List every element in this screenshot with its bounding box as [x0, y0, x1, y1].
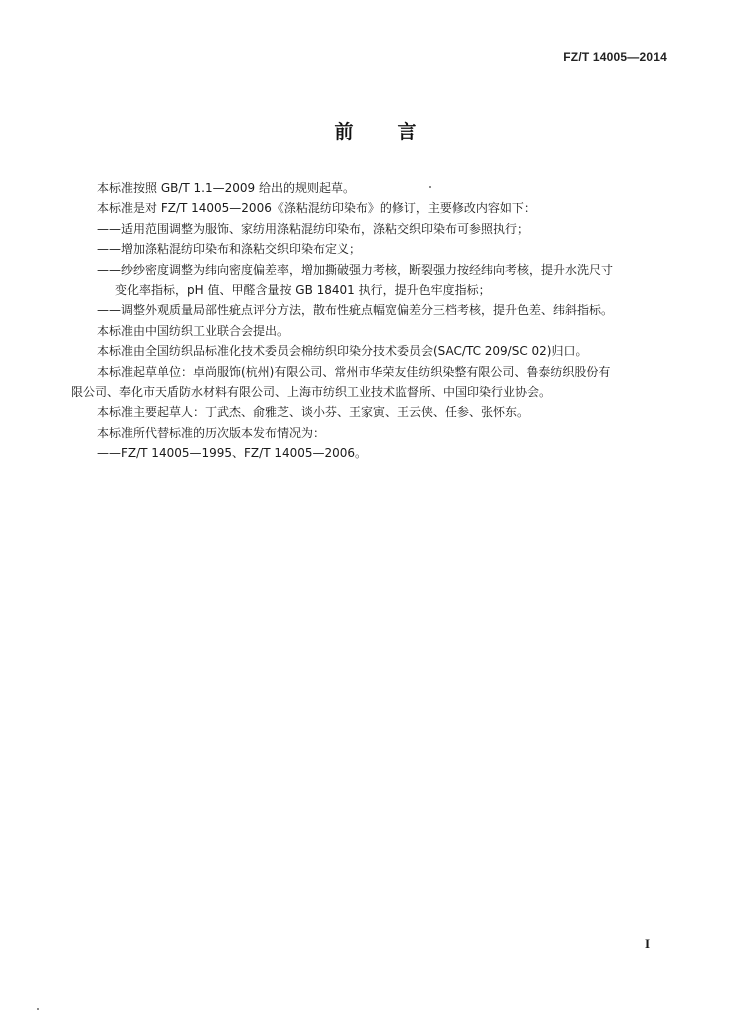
scan-speck: [429, 186, 431, 188]
paragraph-line: 本标准起草单位：卓尚服饰(杭州)有限公司、常州市华荣友佳纺织染整有限公司、鲁泰纺织股份有: [97, 364, 611, 379]
paragraph-line: ——FZ/T 14005—1995、FZ/T 14005—2006。: [97, 446, 368, 461]
paragraph-line: 本标准所代替标准的历次版本发布情况为：: [97, 425, 326, 440]
title-char-2: 言: [397, 121, 417, 143]
foreword-body: [71, 178, 671, 464]
paragraph-line: 本标准是对 FZ/T 14005—2006《涤粘混纺印染布》的修订，主要修改内容如下：: [97, 201, 536, 216]
paragraph-line: 限公司、奉化市天盾防水材料有限公司、上海市纺织工业技术监督所、中国印染行业协会。: [71, 385, 552, 400]
paragraph-line: 本标准由全国纺织品标准化技术委员会棉纺织印染分技术委员会(SAC/TC 209/SC 02)归口。: [97, 344, 588, 359]
paragraph-line: 本标准按照 GB/T 1.1—2009 给出的规则起草。: [97, 181, 355, 195]
standard-code: FZ/T 14005—2014: [563, 50, 667, 64]
paragraph-line: 本标准主要起草人：丁武杰、俞雅芝、谈小芬、王家寅、王云侠、任参、张怀东。: [97, 405, 530, 420]
paragraph-line: ——增加涤粘混纺印染布和涤粘交织印染布定义；: [97, 242, 362, 257]
paragraph-line: ——调整外观质量局部性疵点评分方法，散布性疵点幅宽偏差分三档考核，提升色差、纬斜指标。: [97, 303, 614, 318]
paragraph-line: ——适用范围调整为服饰、家纺用涤粘混纺印染布，涤粘交织印染布可参照执行；: [97, 221, 530, 236]
paragraph-line: 本标准由中国纺织工业联合会提出。: [97, 323, 290, 338]
page-title: [0, 117, 751, 144]
page-number: I: [645, 936, 651, 951]
title-char-1: 前: [334, 121, 354, 143]
paragraph-line: ——纱纱密度调整为纬向密度偏差率，增加撕破强力考核，断裂强力按经纬向考核，提升水洗尺寸: [97, 262, 614, 277]
scan-speck: [37, 1008, 39, 1010]
paragraph-line: 变化率指标，pH 值、甲醛含量按 GB 18401 执行，提升色牢度指标；: [115, 283, 491, 298]
